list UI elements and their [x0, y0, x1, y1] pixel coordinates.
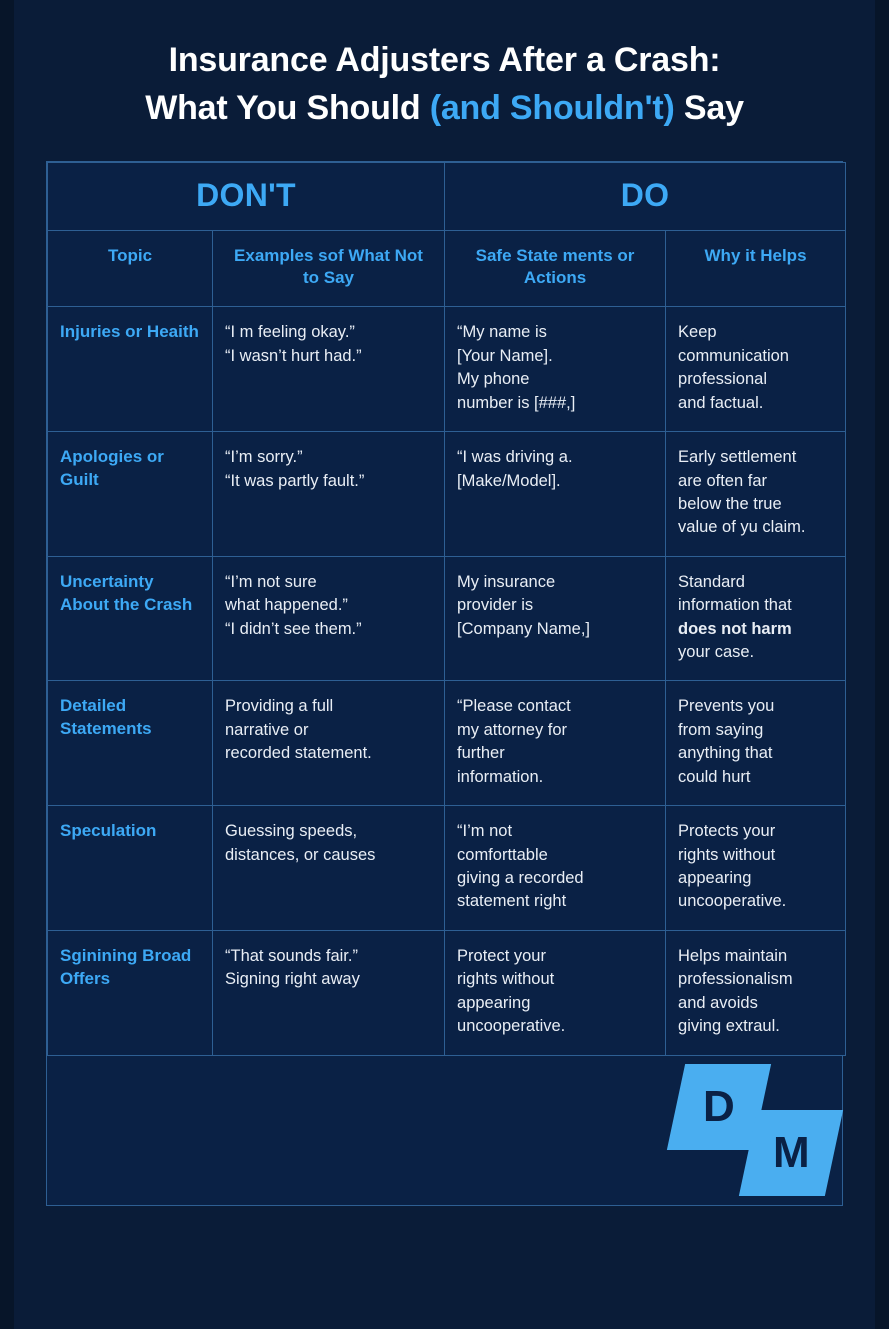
row-why-line: Early settlement: [678, 448, 797, 467]
title-line-2-after: Say: [674, 89, 744, 128]
row-do-line: information.: [457, 767, 544, 786]
row-dont: [213, 307, 445, 432]
row-topic-line: Detailed: [60, 696, 127, 716]
column-header-why-it-helps: Why it Helps: [666, 230, 846, 307]
group-header-dont: DON'T: [48, 162, 445, 230]
comparison-table: [46, 161, 843, 1056]
table-row: [48, 432, 846, 557]
row-do-line: “My name is: [457, 323, 547, 342]
row-why-line: Keep: [678, 323, 717, 342]
row-dont-line: “I m feeling okay.”: [225, 323, 355, 342]
row-why-line: information that: [678, 596, 792, 615]
row-dont-line: “I’m not sure: [225, 572, 317, 591]
row-why-line: communication: [678, 346, 789, 365]
logo-letter-d-text: D: [703, 1081, 735, 1131]
row-do-line: provider is: [457, 596, 534, 615]
page-title: [0, 0, 889, 147]
row-topic-line: Broad Offers: [60, 945, 192, 988]
column-header-do-line-1: Safe State: [475, 245, 558, 265]
row-topic: [48, 806, 213, 931]
row-why: [666, 556, 846, 681]
row-topic-line: Apologies: [60, 447, 143, 467]
title-line-2-accent: (and Shouldn't): [429, 89, 675, 128]
row-dont-line: Signing right away: [225, 970, 360, 989]
row-topic-line: Crash: [144, 594, 193, 614]
row-why-line: from saying: [678, 720, 764, 739]
row-dont-line: distances, or causes: [225, 845, 376, 864]
table-column-header-row: [48, 230, 846, 307]
row-dont-line: Providing a full: [225, 697, 334, 716]
row-do-line: “I’m not: [457, 822, 513, 841]
column-header-dont-line-1: Examples sof: [234, 245, 344, 265]
row-do-line: “I was driving a.: [457, 448, 573, 467]
row-topic-line: Sginining: [60, 945, 138, 965]
row-why: [666, 681, 846, 806]
row-do-line: statement right: [457, 892, 567, 911]
row-why-line: Prevents you: [678, 697, 775, 716]
row-do: [445, 930, 666, 1055]
row-topic: [48, 556, 213, 681]
row-dont-line: recorded statement.: [225, 744, 372, 763]
table-group-header-row: [48, 162, 846, 230]
row-why: [666, 930, 846, 1055]
row-why-line: professional: [678, 370, 767, 389]
row-do: [445, 556, 666, 681]
row-topic-line: Speculation: [60, 821, 157, 841]
row-topic-line: Uncertainty: [60, 571, 154, 591]
logo-letter-m-text: M: [772, 1127, 810, 1177]
row-dont-line: narrative or: [225, 720, 309, 739]
row-dont: [213, 556, 445, 681]
row-dont-line: Guessing speeds,: [225, 822, 358, 841]
row-why-line: professionalism: [678, 970, 793, 989]
row-why-line: Protects your: [678, 822, 776, 841]
logo-letter-m: [739, 1110, 843, 1196]
row-dont-line: what happened.”: [225, 596, 348, 615]
row-dont-line: “I didn’t see them.”: [225, 619, 362, 638]
row-why-line: could hurt: [678, 767, 751, 786]
row-why-line: Helps maintain: [678, 946, 788, 965]
table-row: [48, 556, 846, 681]
row-topic-line: Heaith: [146, 322, 199, 342]
row-do-line: [Make/Model].: [457, 471, 561, 490]
row-do-line: My phone: [457, 370, 530, 389]
row-why-line: rights without: [678, 845, 776, 864]
group-header-do: DO: [445, 162, 846, 230]
column-header-dont-examples: [213, 230, 445, 307]
row-why-line: and factual.: [678, 393, 764, 412]
table-row: [48, 307, 846, 432]
row-do-line: further: [457, 744, 505, 763]
row-why-line: uncooperative.: [678, 892, 787, 911]
column-header-dont-line-2: What Not to Say: [302, 245, 423, 288]
row-why-line: giving extraul.: [678, 1017, 780, 1036]
row-do-line: [Your Name].: [457, 346, 553, 365]
row-topic-line: About the: [60, 594, 140, 614]
title-line-2-before: What You Should: [145, 89, 430, 128]
column-header-topic: Topic: [48, 230, 213, 307]
row-do: [445, 681, 666, 806]
title-line-1: Insurance Adjusters After a Crash:: [168, 41, 721, 79]
row-do-line: uncooperative.: [457, 1017, 566, 1036]
column-header-do-line-2: ments or Actions: [523, 245, 635, 288]
row-dont: [213, 681, 445, 806]
table-row: [48, 806, 846, 931]
row-topic: [48, 681, 213, 806]
table-row: [48, 930, 846, 1055]
row-do: [445, 806, 666, 931]
row-do-line: my attorney for: [457, 720, 568, 739]
row-why-line: are often far: [678, 471, 767, 490]
row-why: [666, 432, 846, 557]
row-do-line: comforttable: [457, 845, 548, 864]
row-why-line: value of yu claim.: [678, 518, 806, 537]
row-topic: [48, 307, 213, 432]
row-why-line: and avoids: [678, 993, 758, 1012]
row-do-line: [Company Name,]: [457, 619, 590, 638]
row-do-line: giving a recorded: [457, 869, 584, 887]
row-why-line: Standard: [678, 572, 745, 591]
row-why: [666, 806, 846, 931]
row-why-line: does not harm: [678, 619, 792, 638]
row-topic: [48, 930, 213, 1055]
table-row: [48, 681, 846, 806]
row-topic-line: Statements: [60, 719, 152, 739]
row-dont: [213, 806, 445, 931]
row-do: [445, 307, 666, 432]
row-topic-line: or Guilt: [60, 447, 164, 490]
row-why: [666, 307, 846, 432]
row-topic-line: Injuries or: [60, 322, 143, 342]
row-do: [445, 432, 666, 557]
row-dont-line: “It was partly fault.”: [225, 471, 365, 490]
row-do-line: “Please contact: [457, 697, 571, 716]
row-do-line: rights without: [457, 970, 555, 989]
row-dont-line: “That sounds fair.”: [225, 946, 358, 965]
row-dont: [213, 930, 445, 1055]
row-why-line: your case.: [678, 643, 755, 662]
row-why-line: below the true: [678, 494, 782, 513]
title-line-2: [30, 84, 859, 132]
column-header-safe-statements: [445, 230, 666, 307]
row-do-line: number is [###,]: [457, 393, 576, 412]
row-do-line: My insurance: [457, 572, 556, 591]
row-do-line: Protect your: [457, 946, 546, 965]
footer-area: [46, 1056, 843, 1206]
row-do-line: appearing: [457, 993, 531, 1012]
row-dont-line: “I wasn’t hurt had.”: [225, 346, 362, 365]
row-why-line: appearing: [678, 869, 752, 887]
row-dont-line: “I’m sorry.”: [225, 448, 303, 467]
brand-logo: [674, 1064, 864, 1204]
row-why-line: anything that: [678, 744, 773, 763]
row-dont: [213, 432, 445, 557]
row-topic: [48, 432, 213, 557]
